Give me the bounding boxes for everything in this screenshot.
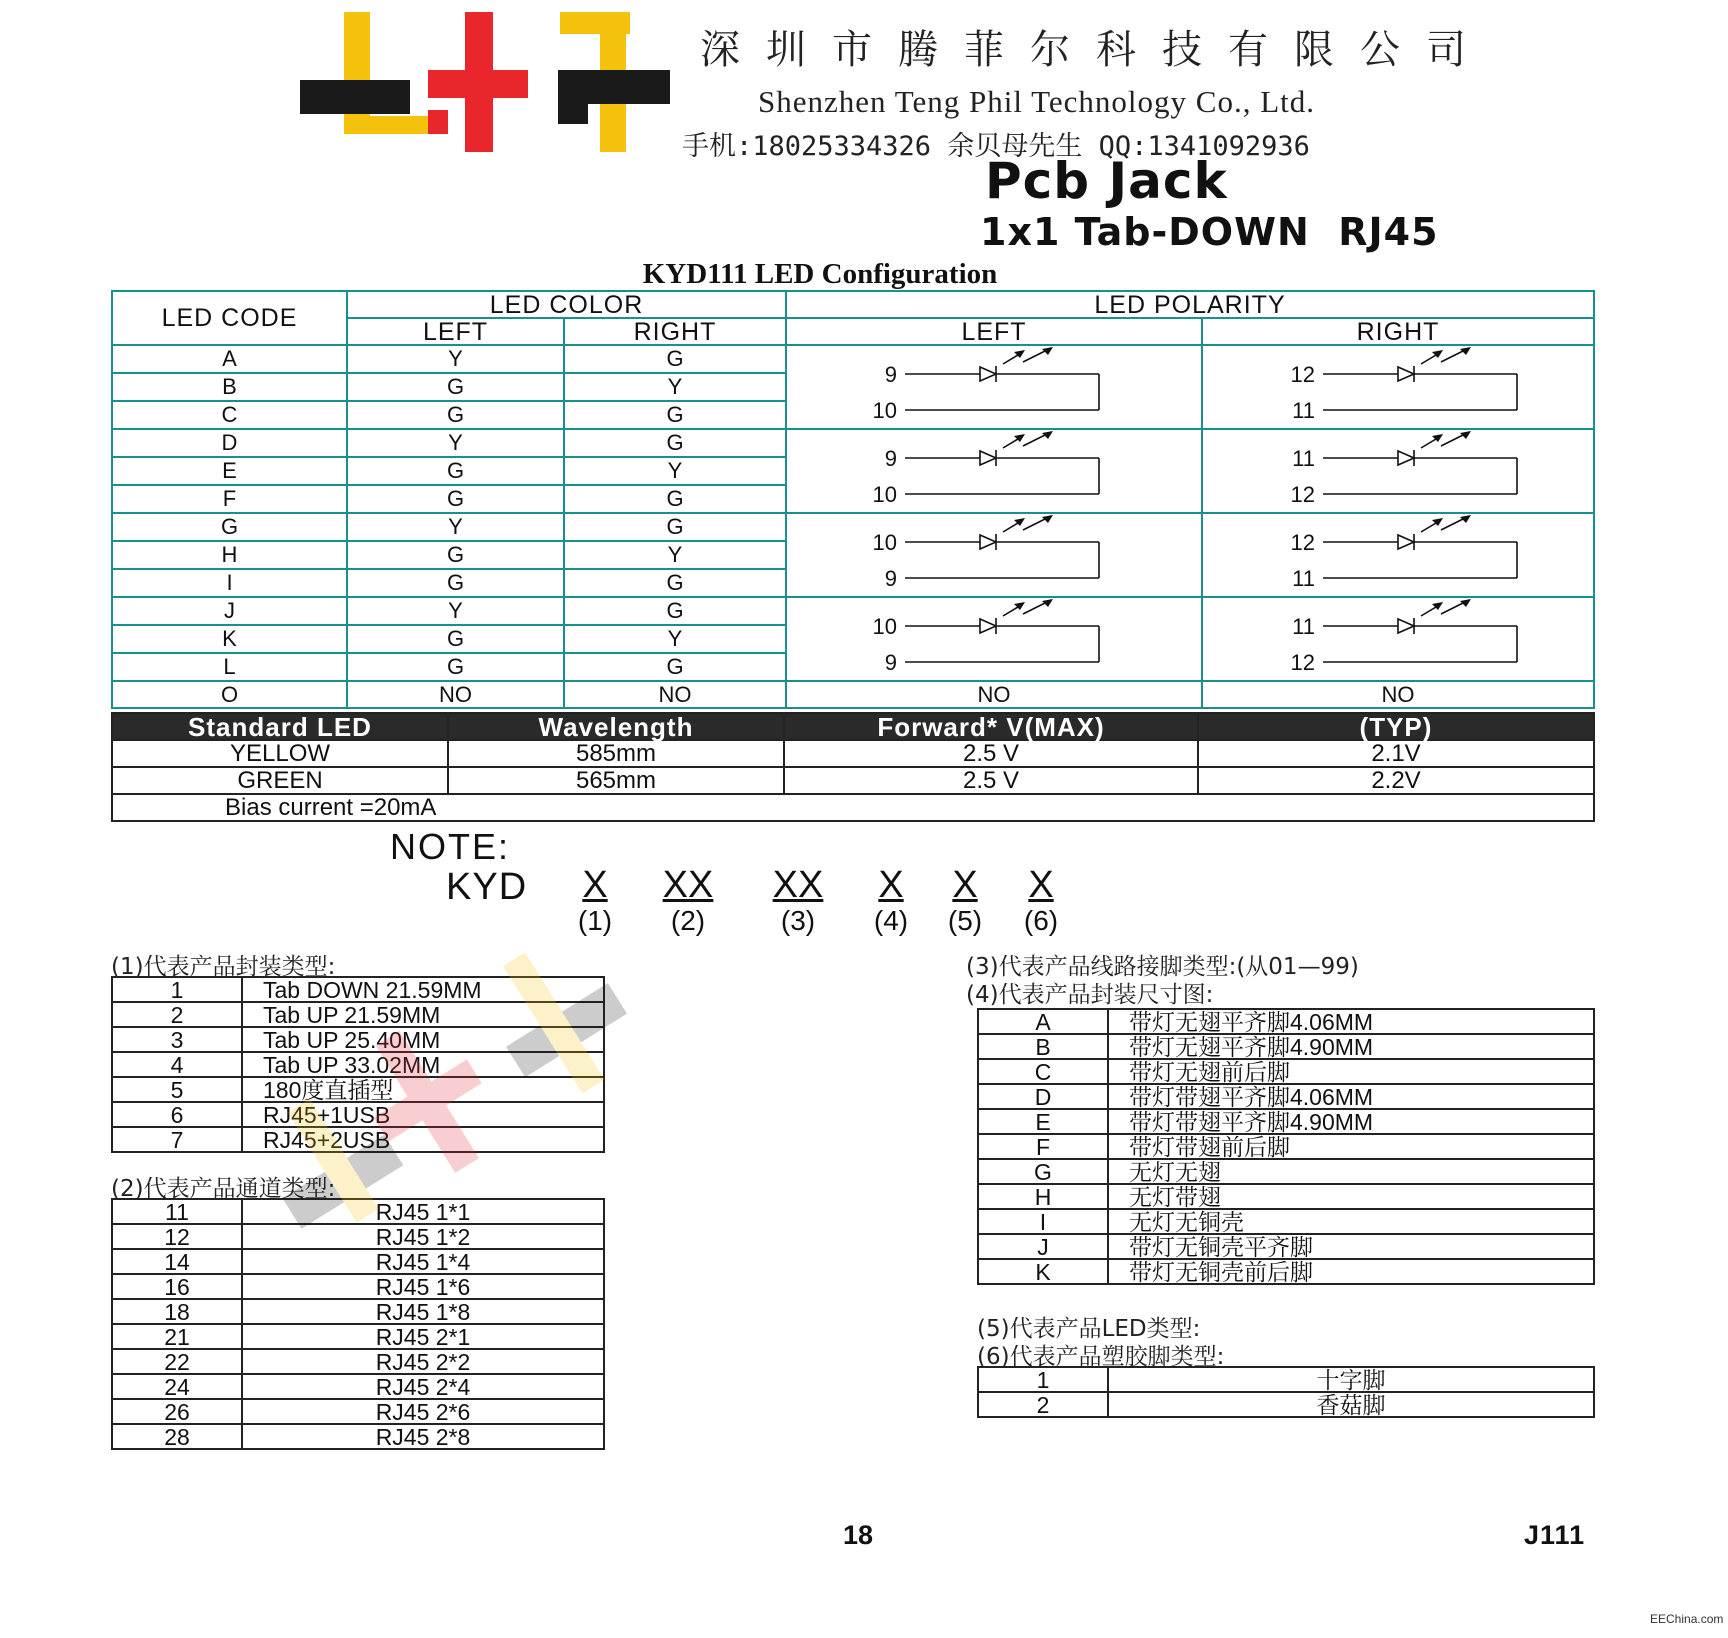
table-row bbox=[112, 1274, 604, 1299]
header-led-code: LED CODE bbox=[112, 291, 347, 345]
table-row bbox=[112, 1299, 604, 1324]
polarity-diagram-right bbox=[1202, 513, 1594, 597]
led-color-left-cell: Y bbox=[347, 429, 564, 457]
pin-label-top: 12 bbox=[1290, 530, 1316, 555]
table-row bbox=[112, 1324, 604, 1349]
option-description: 180度直插型 bbox=[242, 1077, 604, 1102]
header-typ: (TYP) bbox=[1198, 713, 1594, 740]
company-name-cn: 深圳市腾菲尔科技有限公司 bbox=[700, 27, 1492, 73]
option-description: 带灯无翅前后脚 bbox=[1108, 1059, 1594, 1084]
section-3-label: (3)代表产品线路接脚类型:(从01—99) bbox=[966, 954, 1359, 980]
header-polarity-right: RIGHT bbox=[1202, 318, 1594, 345]
led-code-cell: K bbox=[112, 625, 347, 653]
table-row bbox=[978, 1159, 1594, 1184]
option-description: 带灯无铜壳前后脚 bbox=[1108, 1259, 1594, 1284]
led-code-cell: E bbox=[112, 457, 347, 485]
option-code: 1 bbox=[978, 1367, 1108, 1392]
led-color-name: GREEN bbox=[112, 767, 448, 794]
led-code-cell: A bbox=[112, 345, 347, 373]
company-name-en: Shenzhen Teng Phil Technology Co., Ltd. bbox=[758, 84, 1316, 119]
option-description: RJ45 1*8 bbox=[242, 1299, 604, 1324]
diode-icon bbox=[980, 367, 996, 381]
pin-label-bottom: 12 bbox=[1290, 482, 1316, 507]
option-description: 带灯带翅平齐脚4.90MM bbox=[1108, 1109, 1594, 1134]
diode-icon bbox=[980, 451, 996, 465]
led-code-cell: F bbox=[112, 485, 347, 513]
table-row bbox=[112, 597, 1594, 625]
option-code: 11 bbox=[112, 1199, 242, 1224]
led-color-right-cell: G bbox=[564, 485, 786, 513]
pin-label-top: 10 bbox=[872, 530, 898, 555]
led-color-left-cell: G bbox=[347, 569, 564, 597]
led-polarity-diagram bbox=[1203, 430, 1591, 512]
option-description: Tab UP 21.59MM bbox=[242, 1002, 604, 1027]
table-row bbox=[112, 429, 1594, 457]
table-row bbox=[112, 1127, 604, 1152]
led-color-right-cell: G bbox=[564, 653, 786, 681]
option-code: 24 bbox=[112, 1374, 242, 1399]
option-description: Tab UP 25.40MM bbox=[242, 1027, 604, 1052]
led-color-right-cell: G bbox=[564, 345, 786, 373]
table-row bbox=[112, 1002, 604, 1027]
led-code-cell: J bbox=[112, 597, 347, 625]
led-color-left-cell: G bbox=[347, 625, 564, 653]
option-description: 带灯带翅平齐脚4.06MM bbox=[1108, 1084, 1594, 1109]
part-code-segment-3: XX (3) bbox=[772, 864, 824, 936]
section-5-label: (5)代表产品LED类型: bbox=[977, 1316, 1201, 1342]
table-row bbox=[112, 1424, 604, 1449]
option-description: Tab UP 33.02MM bbox=[242, 1052, 604, 1077]
table-row bbox=[978, 1259, 1594, 1284]
option-description: RJ45+1USB bbox=[242, 1102, 604, 1127]
diode-icon bbox=[980, 535, 996, 549]
option-code: B bbox=[978, 1034, 1108, 1059]
part-code-segment-6: X (6) bbox=[1023, 864, 1059, 936]
led-polarity-diagram bbox=[787, 514, 1199, 596]
polarity-diagram-left bbox=[786, 429, 1202, 513]
table-row bbox=[112, 740, 1594, 767]
option-code: J bbox=[978, 1234, 1108, 1259]
header-color-left: LEFT bbox=[347, 318, 564, 345]
option-description: RJ45 1*1 bbox=[242, 1199, 604, 1224]
table-row bbox=[112, 681, 1594, 708]
table-row bbox=[112, 1077, 604, 1102]
typ-value: 2.2V bbox=[1198, 767, 1594, 794]
table-row bbox=[112, 513, 1594, 541]
option-description: 无灯无铜壳 bbox=[1108, 1209, 1594, 1234]
led-code-cell: D bbox=[112, 429, 347, 457]
polarity-diagram-right bbox=[1202, 597, 1594, 681]
option-description: Tab DOWN 21.59MM bbox=[242, 977, 604, 1002]
table-row bbox=[112, 767, 1594, 794]
table-row bbox=[978, 1367, 1594, 1392]
led-color-name: YELLOW bbox=[112, 740, 448, 767]
table-row bbox=[112, 977, 604, 1002]
package-type-table bbox=[111, 976, 605, 1153]
table-row bbox=[978, 1084, 1594, 1109]
option-code: D bbox=[978, 1084, 1108, 1109]
polarity-diagram-left bbox=[786, 597, 1202, 681]
table-row bbox=[978, 1392, 1594, 1417]
plastic-pin-type-table bbox=[977, 1366, 1595, 1418]
led-code-cell: C bbox=[112, 401, 347, 429]
pin-label-top: 9 bbox=[884, 362, 898, 387]
pin-label-top: 10 bbox=[872, 614, 898, 639]
table-row bbox=[978, 1209, 1594, 1234]
led-color-right-cell: Y bbox=[564, 625, 786, 653]
led-color-left-cell: G bbox=[347, 541, 564, 569]
option-code: A bbox=[978, 1009, 1108, 1034]
pin-label-bottom: 11 bbox=[1292, 398, 1316, 423]
led-color-left-cell: Y bbox=[347, 597, 564, 625]
diode-icon bbox=[1398, 619, 1414, 633]
table-row bbox=[978, 1134, 1594, 1159]
led-color-left-cell: Y bbox=[347, 345, 564, 373]
pin-label-bottom: 10 bbox=[872, 398, 898, 423]
typ-value: 2.1V bbox=[1198, 740, 1594, 767]
led-color-right-cell: G bbox=[564, 513, 786, 541]
table-row bbox=[112, 1374, 604, 1399]
option-code: 14 bbox=[112, 1249, 242, 1274]
table-row bbox=[978, 1059, 1594, 1084]
pin-label-bottom: 10 bbox=[872, 482, 898, 507]
table-row bbox=[112, 1027, 604, 1052]
led-color-right-cell: G bbox=[564, 401, 786, 429]
table-row bbox=[112, 1399, 604, 1424]
option-code: G bbox=[978, 1159, 1108, 1184]
option-code: 18 bbox=[112, 1299, 242, 1324]
header-standard-led: Standard LED bbox=[112, 713, 448, 740]
option-code: 26 bbox=[112, 1399, 242, 1424]
table-row bbox=[112, 794, 1594, 821]
section-2-label: (2)代表产品通道类型: bbox=[111, 1176, 336, 1202]
polarity-diagram-right bbox=[1202, 345, 1594, 429]
option-description: 带灯带翅前后脚 bbox=[1108, 1134, 1594, 1159]
led-config-title: KYD111 LED Configuration bbox=[642, 258, 998, 290]
option-description: 香菇脚 bbox=[1108, 1392, 1594, 1417]
option-description: 带灯无翅平齐脚4.06MM bbox=[1108, 1009, 1594, 1034]
table-row bbox=[112, 1052, 604, 1077]
part-code-segment-4: X (4) bbox=[873, 864, 909, 936]
led-code-cell: H bbox=[112, 541, 347, 569]
polarity-diagram-left bbox=[786, 513, 1202, 597]
table-row bbox=[978, 1234, 1594, 1259]
led-color-right-cell: NO bbox=[564, 681, 786, 708]
led-code-cell: I bbox=[112, 569, 347, 597]
diode-icon bbox=[980, 619, 996, 633]
product-title: Pcb Jack bbox=[985, 152, 1228, 210]
led-color-right-cell: Y bbox=[564, 457, 786, 485]
polarity-none-left: NO bbox=[786, 681, 1202, 708]
option-description: RJ45 1*4 bbox=[242, 1249, 604, 1274]
option-code: 7 bbox=[112, 1127, 242, 1152]
table-row bbox=[978, 1009, 1594, 1034]
option-code: 12 bbox=[112, 1224, 242, 1249]
option-code: 2 bbox=[112, 1002, 242, 1027]
led-code-cell: L bbox=[112, 653, 347, 681]
option-description: 无灯无翅 bbox=[1108, 1159, 1594, 1184]
led-color-right-cell: Y bbox=[564, 373, 786, 401]
led-polarity-diagram bbox=[787, 598, 1199, 680]
table-row bbox=[112, 345, 1594, 373]
option-description: RJ45+2USB bbox=[242, 1127, 604, 1152]
bias-current-note: Bias current =20mA bbox=[112, 794, 1594, 821]
pin-label-bottom: 11 bbox=[1292, 566, 1316, 591]
led-color-left-cell: G bbox=[347, 485, 564, 513]
option-description: 带灯无铜壳平齐脚 bbox=[1108, 1234, 1594, 1259]
option-description: RJ45 2*4 bbox=[242, 1374, 604, 1399]
vmax-value: 2.5 V bbox=[784, 740, 1198, 767]
option-code: 28 bbox=[112, 1424, 242, 1449]
led-config-table bbox=[111, 290, 1595, 709]
section-4-label: (4)代表产品封装尺寸图: bbox=[966, 982, 1214, 1008]
header-led-polarity: LED POLARITY bbox=[786, 291, 1594, 318]
led-color-right-cell: Y bbox=[564, 541, 786, 569]
option-code: C bbox=[978, 1059, 1108, 1084]
led-color-right-cell: G bbox=[564, 569, 786, 597]
option-code: F bbox=[978, 1134, 1108, 1159]
option-description: RJ45 2*1 bbox=[242, 1324, 604, 1349]
pin-label-top: 12 bbox=[1290, 362, 1316, 387]
diode-icon bbox=[1398, 535, 1414, 549]
led-code-cell: B bbox=[112, 373, 347, 401]
page-id: J111 bbox=[1524, 1520, 1586, 1550]
part-code-segment-2: XX (2) bbox=[662, 864, 714, 936]
led-polarity-diagram bbox=[787, 430, 1199, 512]
diode-icon bbox=[1398, 451, 1414, 465]
led-polarity-diagram bbox=[1203, 514, 1591, 596]
header-wavelength: Wavelength bbox=[448, 713, 784, 740]
table-row bbox=[112, 1224, 604, 1249]
header-forward-vmax: Forward* V(MAX) bbox=[784, 713, 1198, 740]
table-row bbox=[112, 1249, 604, 1274]
led-color-right-cell: G bbox=[564, 597, 786, 625]
polarity-diagram-left bbox=[786, 345, 1202, 429]
option-code: 6 bbox=[112, 1102, 242, 1127]
header-led-color: LED COLOR bbox=[347, 291, 786, 318]
option-description: RJ45 1*6 bbox=[242, 1274, 604, 1299]
header-polarity-left: LEFT bbox=[786, 318, 1202, 345]
package-size-table bbox=[977, 1008, 1595, 1285]
part-code-segment-5: X (5) bbox=[947, 864, 983, 936]
table-row bbox=[978, 1034, 1594, 1059]
channel-type-table bbox=[111, 1198, 605, 1450]
led-color-left-cell: G bbox=[347, 373, 564, 401]
option-code: 16 bbox=[112, 1274, 242, 1299]
option-code: 21 bbox=[112, 1324, 242, 1349]
led-color-left-cell: Y bbox=[347, 513, 564, 541]
pin-label-top: 9 bbox=[884, 446, 898, 471]
option-code: K bbox=[978, 1259, 1108, 1284]
standard-led-table bbox=[111, 712, 1595, 822]
option-code: H bbox=[978, 1184, 1108, 1209]
vmax-value: 2.5 V bbox=[784, 767, 1198, 794]
wavelength-value: 565mm bbox=[448, 767, 784, 794]
option-code: 22 bbox=[112, 1349, 242, 1374]
led-color-left-cell: G bbox=[347, 653, 564, 681]
option-description: RJ45 2*8 bbox=[242, 1424, 604, 1449]
pin-label-bottom: 9 bbox=[884, 566, 898, 591]
option-code: 1 bbox=[112, 977, 242, 1002]
option-description: RJ45 2*6 bbox=[242, 1399, 604, 1424]
led-polarity-diagram bbox=[787, 346, 1199, 428]
led-color-right-cell: G bbox=[564, 429, 786, 457]
option-description: 十字脚 bbox=[1108, 1367, 1594, 1392]
section-1-label: (1)代表产品封装类型: bbox=[111, 954, 336, 980]
option-code: 5 bbox=[112, 1077, 242, 1102]
note-label: NOTE: bbox=[390, 826, 511, 867]
led-code-cell: O bbox=[112, 681, 347, 708]
led-polarity-diagram bbox=[1203, 598, 1591, 680]
led-polarity-diagram bbox=[1203, 346, 1591, 428]
wavelength-value: 585mm bbox=[448, 740, 784, 767]
led-code-cell: G bbox=[112, 513, 347, 541]
part-code-segment-1: X (1) bbox=[577, 864, 613, 936]
option-description: 带灯无翅平齐脚4.90MM bbox=[1108, 1034, 1594, 1059]
option-description: RJ45 1*2 bbox=[242, 1224, 604, 1249]
led-color-left-cell: NO bbox=[347, 681, 564, 708]
table-row bbox=[978, 1109, 1594, 1134]
page-number: 18 bbox=[843, 1520, 874, 1550]
option-code: 4 bbox=[112, 1052, 242, 1077]
polarity-diagram-right bbox=[1202, 429, 1594, 513]
company-logo bbox=[300, 10, 670, 155]
table-row bbox=[978, 1184, 1594, 1209]
option-code: I bbox=[978, 1209, 1108, 1234]
part-code-prefix: KYD bbox=[446, 866, 528, 908]
table-row bbox=[112, 1199, 604, 1224]
led-color-left-cell: G bbox=[347, 457, 564, 485]
product-subtitle: 1x1 Tab-DOWN RJ45 bbox=[980, 210, 1439, 254]
table-row bbox=[112, 1102, 604, 1127]
option-description: 无灯带翅 bbox=[1108, 1184, 1594, 1209]
table-row bbox=[112, 1349, 604, 1374]
contact-line: 手机:18025334326 余贝母先生 QQ:1341092936 bbox=[682, 131, 1310, 162]
pin-label-bottom: 12 bbox=[1290, 650, 1316, 675]
source-credit: EEChina.com bbox=[1650, 1612, 1724, 1626]
polarity-none-right: NO bbox=[1202, 681, 1594, 708]
header-color-right: RIGHT bbox=[564, 318, 786, 345]
section-6-label: (6)代表产品塑胶脚类型: bbox=[977, 1344, 1225, 1370]
option-description: RJ45 2*2 bbox=[242, 1349, 604, 1374]
option-code: 2 bbox=[978, 1392, 1108, 1417]
diode-icon bbox=[1398, 367, 1414, 381]
option-code: 3 bbox=[112, 1027, 242, 1052]
led-color-left-cell: G bbox=[347, 401, 564, 429]
pin-label-top: 11 bbox=[1292, 446, 1316, 471]
option-code: E bbox=[978, 1109, 1108, 1134]
pin-label-top: 11 bbox=[1292, 614, 1316, 639]
pin-label-bottom: 9 bbox=[884, 650, 898, 675]
